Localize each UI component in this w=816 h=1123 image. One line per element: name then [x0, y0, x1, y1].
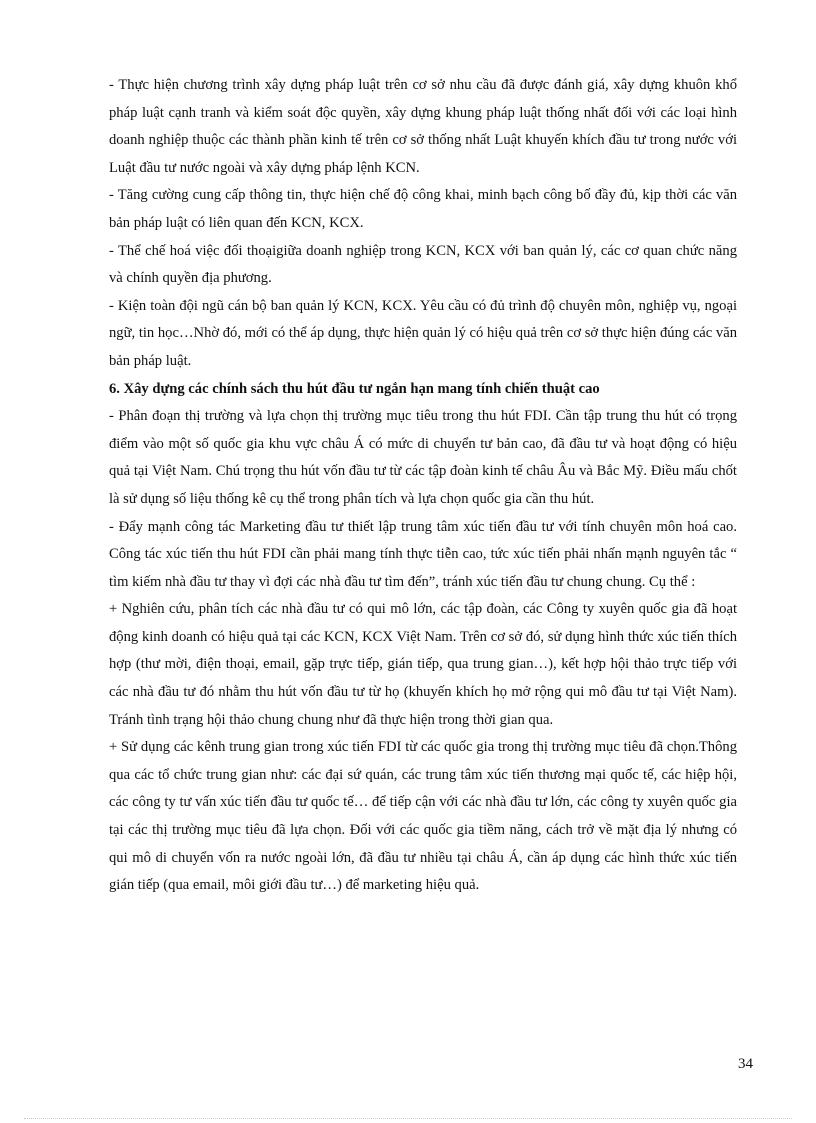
paragraph-market-segmentation: - Phân đoạn thị trường và lựa chọn thị trường mục tiêu trong thu hút FDI. Cần tập trung thu hút có trọng điểm vào một số quốc gia khu vực châu Á có mức di chuyển tư bản cao, đã đầu tư và hoạt động có hiệu quả tại Việt Nam. Chú trọng thu hút vốn đầu tư từ các tập đoàn kinh tế châu Âu và Bắc Mỹ. Điều mấu chốt là sử dụng số liệu thống kê cụ thể trong phân tích và lựa chọn quốc gia cần thu hút.: [109, 408, 737, 507]
page-bottom-divider: [24, 1118, 792, 1119]
paragraph-management-staff: - Kiện toàn đội ngũ cán bộ ban quản lý KCN, KCX. Yêu cầu có đủ trình độ chuyên môn, nghiệp vụ, ngoại ngữ, tin học…Nhờ đó, mới có thể áp dụng, thực hiện quản lý có hiệu quả trên cơ sở thực hiện đúng các văn bản pháp luật.: [109, 297, 737, 369]
paragraph-legal-framework: - Thực hiện chương trình xây dựng pháp luật trên cơ sở nhu cầu đã được đánh giá, xây dựng khuôn khổ pháp luật cạnh tranh và kiểm soát độc quyền, xây dựng khung pháp luật thống nhất đối với các loại hình doanh nghiệp thuộc các thành phần kinh tế trên cơ sở thống nhất Luật khuyến khích đầu tư trong nước với Luật đầu tư nước ngoài và xây dựng pháp lệnh KCN.: [109, 77, 737, 176]
paragraph-intermediary-channels: + Sử dụng các kênh trung gian trong xúc tiến FDI từ các quốc gia trong thị trường mục tiêu đã chọn.Thông qua các tổ chức trung gian như: các đại sứ quán, các trung tâm xúc tiến thương mại quốc tế, các hiệp hội, các công ty tư vấn xúc tiến đầu tư quốc tế… để tiếp cận với các nhà đầu tư lớn, các công ty xuyên quốc gia tại các thị trường mục tiêu đã lựa chọn. Đối với các quốc gia tiềm năng, cách trở về mặt địa lý nhưng có qui mô di chuyển vốn ra nước ngoài lớn, đã đầu tư nhiều tại châu Á, cần áp dụng các hình thức xúc tiến gián tiếp (qua email, môi giới đầu tư…) để marketing hiệu quả.: [109, 739, 737, 894]
document-body: [109, 72, 737, 900]
paragraph-information: - Tăng cường cung cấp thông tin, thực hiện chế độ công khai, minh bạch công bố đầy đủ, kịp thời các văn bản pháp luật có liên quan đến KCN, KCX.: [109, 187, 737, 231]
page-number: 34: [738, 1056, 753, 1072]
paragraph-dialogue: - Thể chế hoá việc đối thoạigiữa doanh nghiệp trong KCN, KCX với ban quản lý, các cơ quan chức năng và chính quyền địa phương.: [109, 242, 737, 287]
section-heading: 6. Xây dựng các chính sách thu hút đầu tư ngắn hạn mang tính chiến thuật cao: [109, 380, 600, 397]
paragraph-marketing: - Đẩy mạnh công tác Marketing đầu tư thiết lập trung tâm xúc tiến đầu tư với tính chuyên môn hoá cao. Công tác xúc tiến thu hút FDI cần phải mang tính thực tiễn cao, tức xúc tiến phải nhấn mạnh nguyên tắc “ tìm kiếm nhà đầu tư thay vì đợi các nhà đầu tư tìm đến”, tránh xúc tiến đầu tư chung chung. Cụ thể :: [109, 518, 737, 590]
paragraph-research-investors: + Nghiên cứu, phân tích các nhà đầu tư có qui mô lớn, các tập đoàn, các Công ty xuyên quốc gia đã hoạt động kinh doanh có hiệu quả tại các KCN, KCX Việt Nam. Trên cơ sở đó, sử dụng hình thức xúc tiến thích hợp (thư mời, điện thoại, email, gặp trực tiếp, gián tiếp, qua trung gian…), kết hợp hội thảo trực tiếp với các nhà đầu tư đó nhằm thu hút vốn đầu tư từ họ (khuyến khích họ mở rộng qui mô đầu tư tại Việt Nam). Tránh tình trạng hội thảo chung chung như đã thực hiện trong thời gian qua.: [109, 601, 737, 728]
